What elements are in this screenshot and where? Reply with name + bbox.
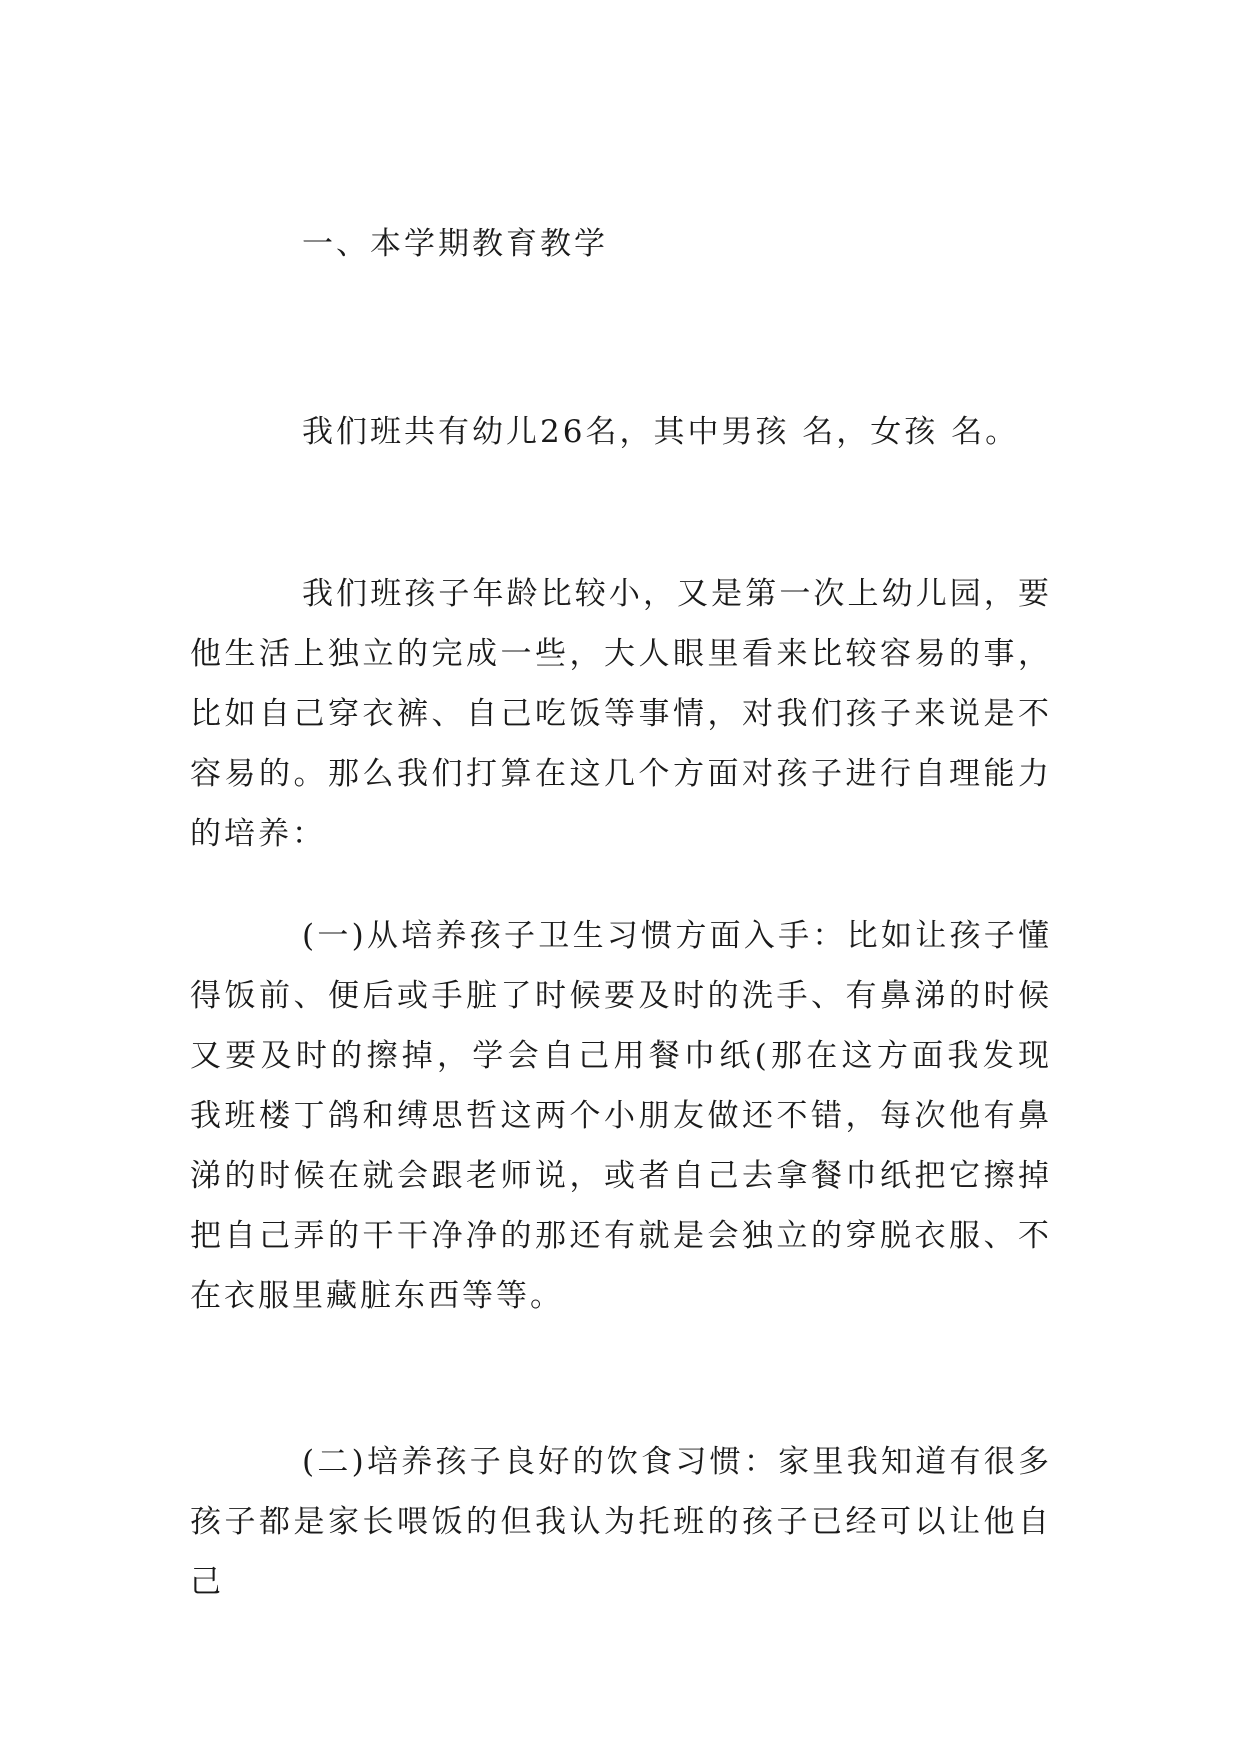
section-heading: 一、本学期教育教学 (302, 226, 608, 262)
paragraph-eating-habits: (二)培养孩子良好的饮食习惯：家里我知道有很多孩子都是家长喂饭的但我认为托班的孩子已经可以让他自己 (190, 1444, 1052, 1600)
paragraph-hygiene-habits: (一)从培养孩子卫生习惯方面入手：比如让孩子懂得饭前、便后或手脏了时候要及时的洗手、有鼻涕的时候又要及时的擦掉，学会自己用餐巾纸(那在这方面我发现我班楼丁鸽和缚思哲这两个小朋友做还不错，每次他有鼻涕的时候在就会跟老师说，或者自己去拿餐巾纸把它擦掉把自己弄的干干净净的那还有就是会独立的穿脱衣服、不在衣服里藏脏东西等等。 (190, 918, 1052, 1314)
paragraph-class-size: 我们班共有幼儿26名，其中男孩 名，女孩 名。 (302, 414, 1020, 450)
paragraph-self-care-intro: 我们班孩子年龄比较小，又是第一次上幼儿园，要他生活上独立的完成一些，大人眼里看来比较容易的事，比如自己穿衣裤、自己吃饭等事情，对我们孩子来说是不容易的。那么我们打算在这几个方面对孩子进行自理能力的培养： (190, 576, 1052, 852)
